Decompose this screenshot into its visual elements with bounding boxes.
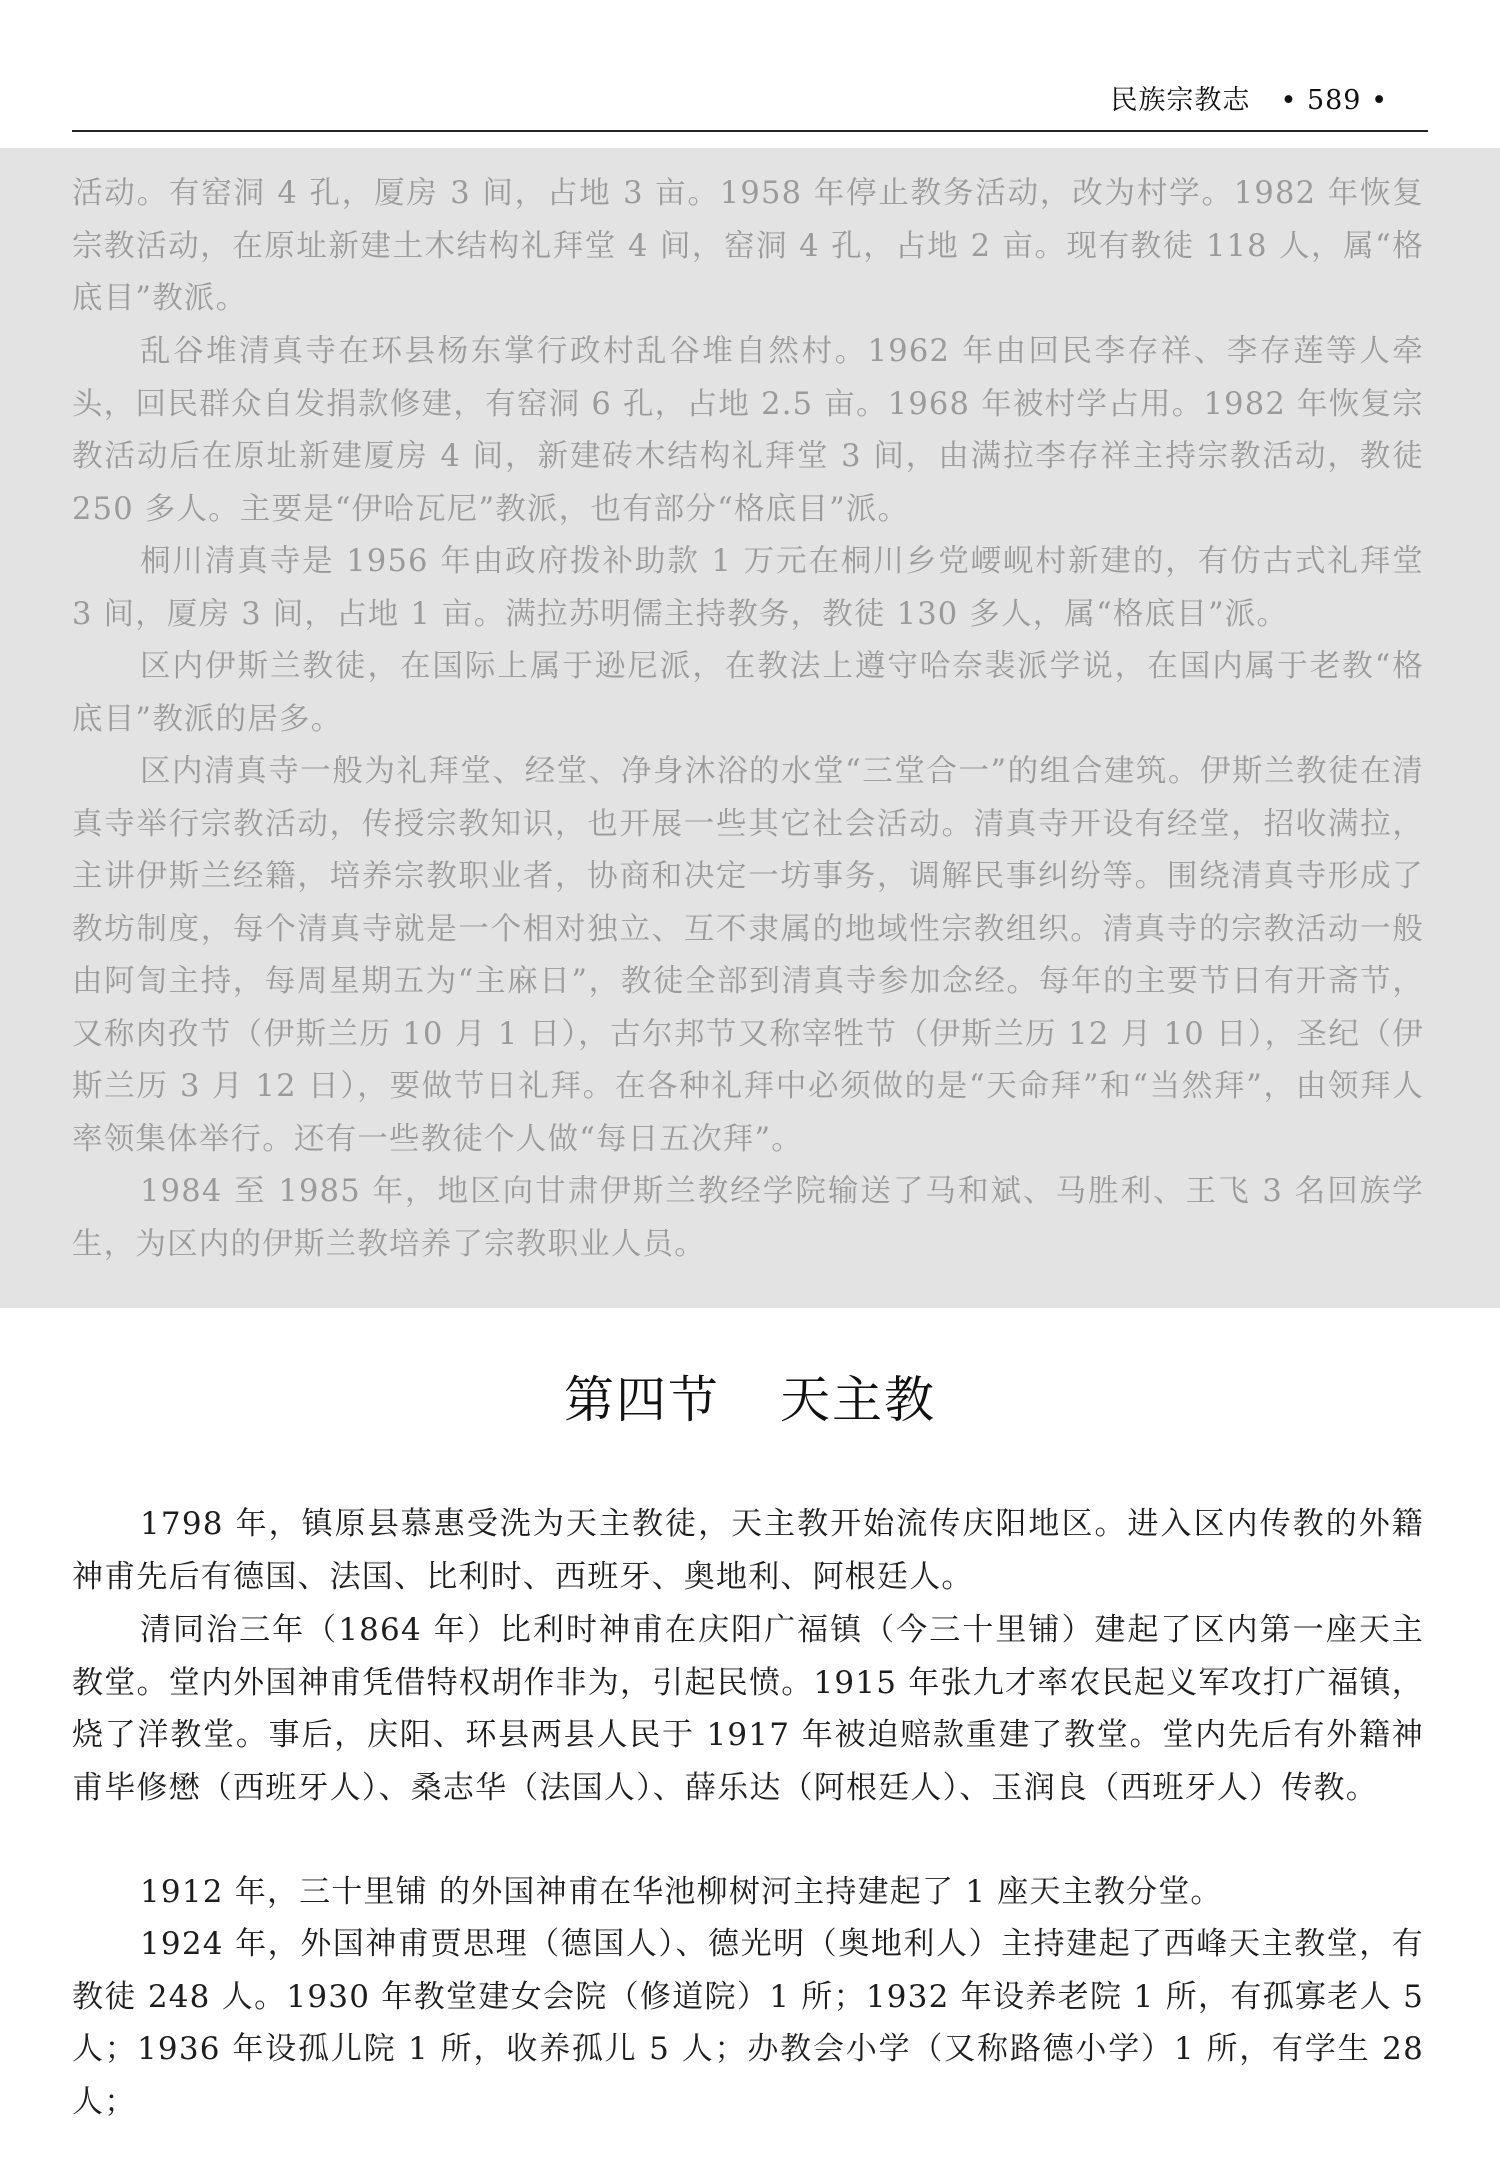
section-number: 第四节	[564, 1371, 720, 1429]
page-number: • 589 •	[1280, 85, 1388, 116]
page-header	[0, 0, 1500, 135]
running-header	[1110, 78, 1388, 117]
header-rule	[72, 130, 1428, 132]
header-section-name: 民族宗教志	[1110, 85, 1251, 116]
section-title: 天主教	[780, 1371, 936, 1429]
shaded-paragraph-1: 活动。有窑洞 4 孔，厦房 3 间，占地 3 亩。1958 年停止教务活动，改为村学。1982 年恢复宗教活动，在原址新建土木结构礼拜堂 4 间，窑洞 4 孔，占地 2 亩。现有教徒 118 人，属“格底目”教派。	[72, 176, 1424, 316]
shaded-paragraph-2: 乱谷堆清真寺在环县杨东掌行政村乱谷堆自然村。1962 年由回民李存祥、李存莲等人牵头，回民群众自发捐款修建，有窑洞 6 孔，占地 2.5 亩。1968 年被村学占用。1982 年恢复宗教活动后在原址新建厦房 4 间，新建砖木结构礼拜堂 3 间，由满拉李存祥主持宗教活动，教徒 250 多人。主要是“伊哈瓦尼”教派，也有部分“格底目”派。	[72, 334, 1424, 527]
shaded-text-block	[0, 148, 1500, 1308]
shaded-paragraph-5: 区内清真寺一般为礼拜堂、经堂、净身沐浴的水堂“三堂合一”的组合建筑。伊斯兰教徒在清真寺举行宗教活动，传授宗教知识，也开展一些其它社会活动。清真寺开设有经堂，招收满拉，主讲伊斯兰经籍，培养宗教职业者，协商和决定一坊事务，调解民事纠纷等。围绕清真寺形成了教坊制度，每个清真寺就是一个相对独立、互不隶属的地域性宗教组织。清真寺的宗教活动一般由阿訇主持，每周星期五为“主麻日”，教徒全部到清真寺参加念经。每年的主要节日有开斋节，又称肉孜节（伊斯兰历 10 月 1 日），古尔邦节又称宰牲节（伊斯兰历 12 月 10 日），圣纪（伊斯兰历 3 月 12 日），要做节日礼拜。在各种礼拜中必须做的是“天命拜”和“当然拜”，由领拜人率领集体举行。还有一些教徒个人做“每日五次拜”。	[72, 754, 1424, 1157]
shaded-paragraph-3: 桐川清真寺是 1956 年由政府拨补助款 1 万元在桐川乡党崾岘村新建的，有仿古式礼拜堂 3 间，厦房 3 间，占地 1 亩。满拉苏明儒主持教务，教徒 130 多人，属“格底目”派。	[72, 544, 1424, 632]
shaded-paragraph-6: 1984 至 1985 年，地区向甘肃伊斯兰教经学院输送了马和斌、马胜利、王飞 3 名回族学生，为区内的伊斯兰教培养了宗教职业人员。	[72, 1174, 1424, 1262]
body-paragraph-4: 1924 年，外国神甫贾思理（德国人）、德光明（奥地利人）主持建起了西峰天主教堂，有教徒 248 人。1930 年教堂建女会院（修道院）1 所；1932 年设养老院 1 所，有孤寡老人 5 人；1936 年设孤儿院 1 所，收养孤儿 5 人；办教会小学（又称路德小学）1 所，有学生 28 人；	[72, 1926, 1424, 2120]
body-paragraph-3: 1912 年，三十里铺 的外国神甫在华池柳树河主持建起了 1 座天主教分堂。	[140, 1874, 1223, 1910]
body-paragraph-1: 1798 年，镇原县慕惠受洗为天主教徒，天主教开始流传庆阳地区。进入区内传教的外籍神甫先后有德国、法国、比利时、西班牙、奥地利、阿根廷人。	[72, 1506, 1424, 1595]
section-heading	[0, 1360, 1500, 1432]
body-paragraph-2: 清同治三年（1864 年）比利时神甫在庆阳广福镇（今三十里铺）建起了区内第一座天主教堂。堂内外国神甫凭借特权胡作非为，引起民愤。1915 年张九才率农民起义军攻打广福镇，烧了洋教堂。事后，庆阳、环县两县人民于 1917 年被迫赔款重建了教堂。堂内先后有外籍神甫毕修懋（西班牙人）、桑志华（法国人）、薛乐达（阿根廷人）、玉润良（西班牙人）传教。	[72, 1612, 1424, 1806]
shaded-paragraph-4: 区内伊斯兰教徒，在国际上属于逊尼派，在教法上遵守哈奈裴派学说，在国内属于老教“格底目”教派的居多。	[72, 649, 1424, 737]
